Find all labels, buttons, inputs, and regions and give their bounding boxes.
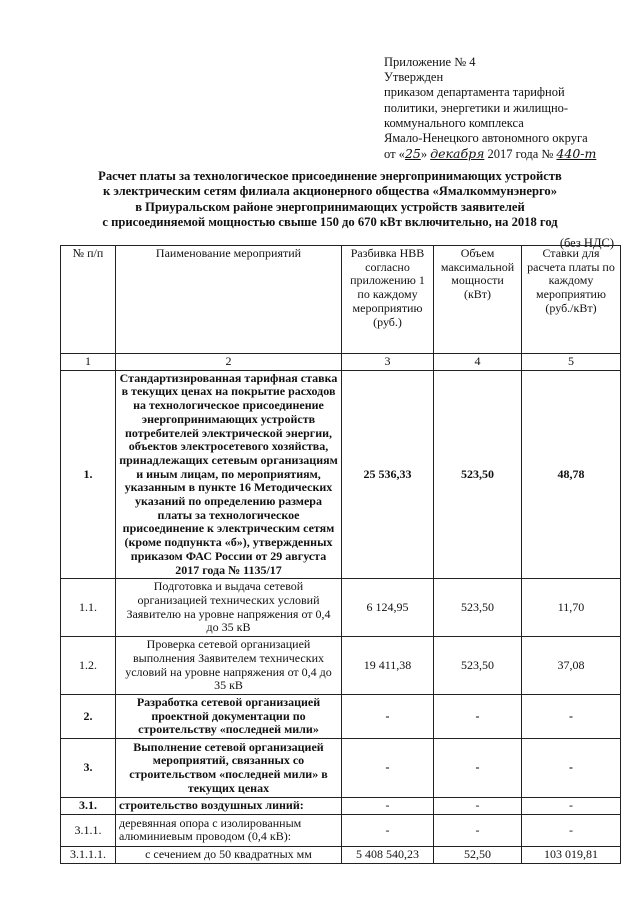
title-line: к электрическим сетям филиала акционерного общества «Ямалкоммунэнерго» <box>102 184 558 199</box>
row-power: - <box>434 798 522 815</box>
date-day: 25 <box>404 146 421 162</box>
table-row <box>61 739 621 798</box>
row-nvv: - <box>342 814 434 846</box>
row-power: 523,50 <box>434 637 522 695</box>
approval-line: приказом департамента тарифной <box>384 85 565 100</box>
header-power: Объем максимальной мощности (кВт) <box>434 246 522 354</box>
row-num: 1. <box>61 370 116 579</box>
header-nvv: Разбивка НВВ согласно приложению 1 по каждому мероприятию (руб.) <box>342 246 434 354</box>
row-name: с сечением до 50 квадратных мм <box>116 846 342 863</box>
row-rate: - <box>522 814 621 846</box>
row-nvv: 25 536,33 <box>342 370 434 579</box>
approval-date-line <box>384 146 634 162</box>
header-name: Паименование мероприятий <box>116 246 342 354</box>
row-name: деревянная опора с изолированным алюминиевым проводом (0,4 кВ): <box>116 814 342 846</box>
index-cell: 3 <box>342 354 434 371</box>
index-cell: 5 <box>522 354 621 371</box>
row-nvv: - <box>342 739 434 798</box>
row-rate: - <box>522 739 621 798</box>
calculation-table <box>60 245 621 864</box>
row-num: 1.1. <box>61 579 116 637</box>
row-rate: - <box>522 798 621 815</box>
row-rate: 11,70 <box>522 579 621 637</box>
document-title <box>60 169 600 231</box>
approval-block <box>384 55 634 162</box>
row-rate: 37,08 <box>522 637 621 695</box>
date-mid: » <box>420 147 431 162</box>
row-nvv: 19 411,38 <box>342 637 434 695</box>
row-name: Разработка сетевой организацией проектной документации по строительству «последней мили» <box>116 695 342 739</box>
approved-label: Утвержден <box>384 70 444 85</box>
row-power: - <box>434 814 522 846</box>
row-num: 3.1.1.1. <box>61 846 116 863</box>
row-nvv: 6 124,95 <box>342 579 434 637</box>
row-num: 2. <box>61 695 116 739</box>
appendix-number: Приложение № 4 <box>384 55 476 69</box>
row-name: строительство воздушных линий: <box>116 798 342 815</box>
row-nvv: - <box>342 798 434 815</box>
title-line: Расчет платы за технологическое присоединение энергопринимающих устройств <box>98 169 562 183</box>
order-number: 440-т <box>556 146 597 162</box>
row-nvv: - <box>342 695 434 739</box>
date-year: 2017 года № <box>484 147 557 162</box>
row-name: Стандартизированная тарифная ставка в текущих ценах на покрытие расходов на технологическое присоединение энергопринимающих устройств потребителей электрической энергии, объектов электросетевого хозяйства, принадлежащих сетевым организациям и иным лицам, по мероприятиям, указанным в пункте 16 Методических указаний по определению размера платы за технологическое присоединение к электрическим сетям (кроме подпункта «б»), утвержденных приказом ФАС России от 29 августа 2017 года № 1135/17 <box>116 370 342 579</box>
row-power: 523,50 <box>434 370 522 579</box>
approval-line: Ямало-Ненецкого автономного округа <box>384 131 588 146</box>
header-rate: Ставки для расчета платы по каждому мероприятию (руб./кВт) <box>522 246 621 354</box>
row-rate: 48,78 <box>522 370 621 579</box>
row-num: 3.1. <box>61 798 116 815</box>
row-power: - <box>434 739 522 798</box>
table-row <box>61 579 621 637</box>
row-nvv: 5 408 540,23 <box>342 846 434 863</box>
row-rate: 103 019,81 <box>522 846 621 863</box>
column-index-row <box>61 354 621 371</box>
vat-note: (без НДС) <box>559 236 614 250</box>
table-row <box>61 814 621 846</box>
row-num: 3. <box>61 739 116 798</box>
date-month: декабря <box>430 146 485 162</box>
title-line: с присоединяемой мощностью свыше 150 до 670 кВт включительно, на 2018 год <box>102 215 558 230</box>
row-power: 523,50 <box>434 579 522 637</box>
date-prefix: от « <box>384 147 405 162</box>
table-row <box>61 846 621 863</box>
table-row <box>61 637 621 695</box>
index-cell: 2 <box>116 354 342 371</box>
row-name: Подготовка и выдача сетевой организацией технических условий Заявителю на уровне напряжения от 0,4 до 35 кВ <box>116 579 342 637</box>
approval-line: коммунального комплекса <box>384 115 524 130</box>
table-row <box>61 798 621 815</box>
title-line: в Приуральском районе энергопринимающих устройств заявителей <box>135 199 525 214</box>
table-row <box>61 370 621 579</box>
approval-line: политики, энергетики и жилищно- <box>384 100 569 115</box>
table-header-row <box>61 246 621 354</box>
row-rate: - <box>522 695 621 739</box>
header-num: № п/п <box>61 246 116 354</box>
row-name: Проверка сетевой организацией выполнения Заявителем технических условий на уровне напряжения от 0,4 до 35 кВ <box>116 637 342 695</box>
row-power: 52,50 <box>434 846 522 863</box>
row-num: 3.1.1. <box>61 814 116 846</box>
index-cell: 4 <box>434 354 522 371</box>
index-cell: 1 <box>61 354 116 371</box>
row-power: - <box>434 695 522 739</box>
row-name: Выполнение сетевой организацией мероприятий, связанных со строительством «последней мили» в текущих ценах <box>116 739 342 798</box>
table-row <box>61 695 621 739</box>
row-num: 1.2. <box>61 637 116 695</box>
